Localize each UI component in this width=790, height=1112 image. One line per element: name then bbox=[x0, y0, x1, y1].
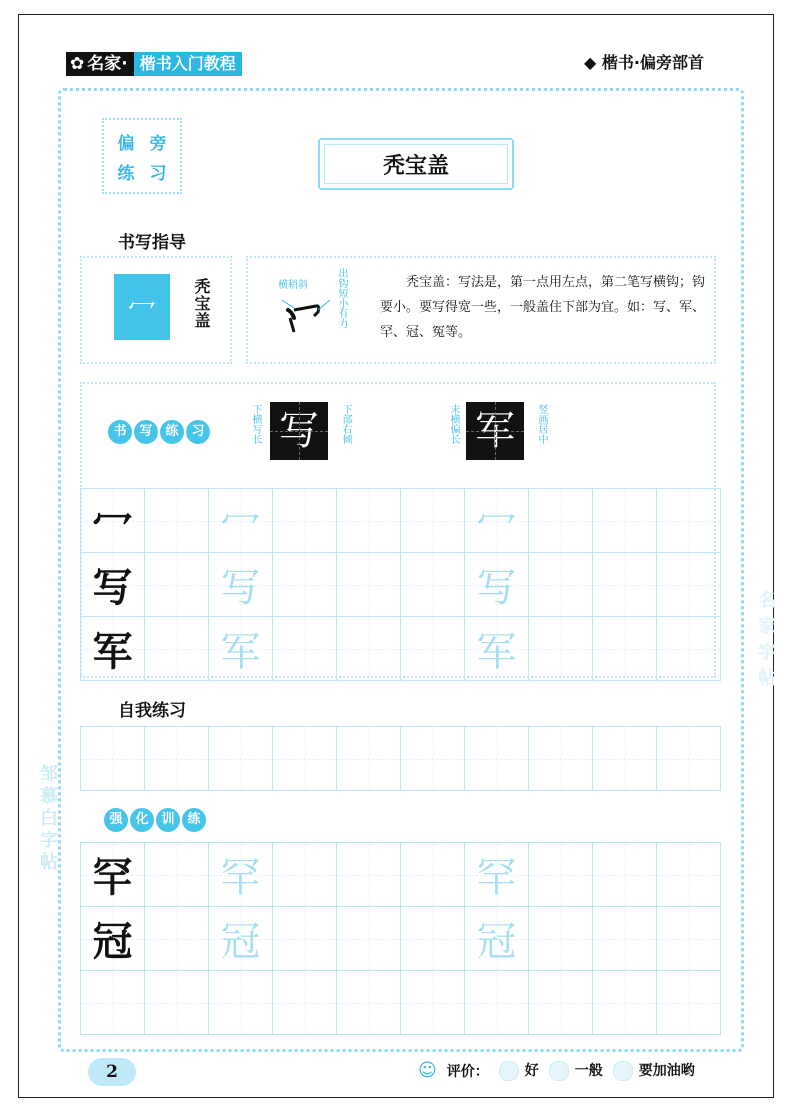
grid-cell[interactable]: 罕 bbox=[209, 843, 273, 907]
grid-cell[interactable] bbox=[657, 727, 721, 791]
grid-cell[interactable]: 罕 bbox=[81, 843, 145, 907]
grid-cell[interactable] bbox=[401, 843, 465, 907]
rating-option-average[interactable]: 一般 bbox=[549, 1060, 603, 1081]
stroke-note-right: 出钩短小有力 bbox=[336, 268, 347, 328]
self-practice-grid bbox=[80, 726, 721, 791]
grid-cell[interactable] bbox=[273, 727, 337, 791]
rating-label: 评价： bbox=[446, 1063, 489, 1080]
guide-label: 书写指导 bbox=[118, 233, 186, 253]
lesson-title: 秃宝盖 bbox=[318, 138, 514, 190]
grid-cell[interactable] bbox=[209, 727, 273, 791]
grid-cell[interactable] bbox=[529, 727, 593, 791]
tag-char: 习 bbox=[149, 163, 167, 184]
grid-cell[interactable] bbox=[529, 617, 593, 681]
model-char: 军 bbox=[466, 402, 524, 460]
model-note: 下部右倾 bbox=[340, 404, 351, 444]
header-brand bbox=[66, 52, 242, 76]
grid-cell[interactable] bbox=[337, 553, 401, 617]
grid-cell[interactable] bbox=[593, 727, 657, 791]
grid-cell[interactable] bbox=[337, 617, 401, 681]
series-title: 楷书入门教程 bbox=[134, 52, 242, 76]
radical-practice-tag bbox=[102, 118, 182, 194]
grid-cell[interactable]: 写 bbox=[465, 553, 529, 617]
model-note: 末横偏长 bbox=[448, 404, 459, 444]
grid-cell[interactable] bbox=[465, 727, 529, 791]
grid-cell[interactable] bbox=[657, 553, 721, 617]
grid-cell[interactable] bbox=[401, 907, 465, 971]
mascot-icon: ☺ bbox=[418, 1060, 437, 1081]
grid-cell[interactable] bbox=[657, 907, 721, 971]
rating-option-good[interactable]: 好 bbox=[499, 1060, 539, 1081]
grid-row bbox=[81, 843, 721, 907]
intensive-training-label: 强 化 训 练 bbox=[104, 808, 206, 832]
grid-cell[interactable] bbox=[529, 843, 593, 907]
grid-cell[interactable]: 罕 bbox=[465, 843, 529, 907]
grid-row bbox=[81, 617, 721, 681]
grid-cell[interactable] bbox=[273, 907, 337, 971]
grid-cell[interactable] bbox=[529, 553, 593, 617]
grid-cell[interactable] bbox=[145, 971, 209, 1035]
grid-cell[interactable] bbox=[657, 971, 721, 1035]
section-title: ◆ 楷书·偏旁部首 bbox=[584, 53, 704, 72]
stroke-diagram bbox=[280, 296, 332, 340]
grid-cell[interactable]: 冠 bbox=[209, 907, 273, 971]
grid-cell[interactable] bbox=[273, 971, 337, 1035]
flower-icon: ✿ bbox=[70, 54, 85, 74]
grid-cell[interactable] bbox=[145, 907, 209, 971]
radio-circle-icon[interactable] bbox=[499, 1061, 519, 1081]
grid-cell[interactable]: 冠 bbox=[465, 907, 529, 971]
guide-description: 秃宝盖：写法是，第一点用左点，第二笔写横钩；钩要小。要写得宽一些，一般盖住下部为宜。如：写、军、罕、冠、冤等。 bbox=[380, 275, 706, 340]
grid-cell[interactable] bbox=[593, 553, 657, 617]
grid-row bbox=[81, 971, 721, 1035]
grid-cell[interactable] bbox=[145, 727, 209, 791]
grid-cell[interactable] bbox=[401, 553, 465, 617]
grid-cell[interactable] bbox=[81, 971, 145, 1035]
intensive-grid bbox=[80, 842, 721, 1035]
self-practice-label: 自我练习 bbox=[118, 701, 186, 721]
grid-cell[interactable] bbox=[337, 907, 401, 971]
grid-cell[interactable] bbox=[209, 971, 273, 1035]
grid-cell[interactable] bbox=[593, 971, 657, 1035]
grid-cell[interactable] bbox=[273, 843, 337, 907]
grid-cell[interactable]: 写 bbox=[209, 553, 273, 617]
grid-cell[interactable] bbox=[145, 553, 209, 617]
grid-cell[interactable] bbox=[657, 843, 721, 907]
grid-row bbox=[81, 553, 721, 617]
grid-cell[interactable] bbox=[465, 971, 529, 1035]
brand-label: ✿ 名家· bbox=[66, 52, 134, 76]
grid-cell[interactable]: 军 bbox=[209, 617, 273, 681]
grid-cell[interactable]: 冖 bbox=[465, 489, 529, 553]
grid-cell[interactable] bbox=[273, 553, 337, 617]
grid-cell[interactable] bbox=[657, 617, 721, 681]
grid-cell[interactable] bbox=[337, 971, 401, 1035]
radical-icon: 冖 bbox=[114, 274, 170, 340]
side-watermark-left: 邹慕白字帖 bbox=[37, 764, 58, 874]
tag-char: 旁 bbox=[149, 133, 167, 154]
grid-cell[interactable] bbox=[401, 617, 465, 681]
stroke-note-left: 横稍斜 bbox=[278, 280, 308, 291]
practice-grid bbox=[80, 488, 721, 681]
grid-cell[interactable] bbox=[657, 489, 721, 553]
rating-bar bbox=[418, 1060, 695, 1081]
tag-char: 练 bbox=[117, 163, 135, 184]
model-note: 竖画居中 bbox=[536, 404, 547, 444]
tag-char: 偏 bbox=[117, 133, 135, 154]
grid-cell[interactable] bbox=[529, 489, 593, 553]
grid-cell[interactable] bbox=[81, 727, 145, 791]
grid-cell[interactable] bbox=[593, 907, 657, 971]
grid-cell[interactable] bbox=[593, 843, 657, 907]
radio-circle-icon[interactable] bbox=[549, 1061, 569, 1081]
grid-cell[interactable] bbox=[593, 617, 657, 681]
rating-option-try-harder[interactable]: 要加油哟 bbox=[613, 1060, 695, 1081]
grid-cell[interactable]: 冖 bbox=[209, 489, 273, 553]
grid-cell[interactable]: 冠 bbox=[81, 907, 145, 971]
grid-cell[interactable] bbox=[337, 843, 401, 907]
radio-circle-icon[interactable] bbox=[613, 1061, 633, 1081]
grid-cell[interactable] bbox=[145, 617, 209, 681]
grid-cell[interactable]: 军 bbox=[81, 617, 145, 681]
grid-cell[interactable] bbox=[401, 489, 465, 553]
grid-cell[interactable] bbox=[273, 617, 337, 681]
side-watermark-right: 名家字帖 bbox=[755, 590, 776, 694]
grid-cell[interactable] bbox=[529, 971, 593, 1035]
grid-row bbox=[81, 727, 721, 791]
grid-cell[interactable]: 冖 bbox=[81, 489, 145, 553]
grid-cell[interactable] bbox=[337, 489, 401, 553]
grid-cell[interactable] bbox=[145, 489, 209, 553]
writing-practice-label: 书 写 练 习 bbox=[108, 420, 210, 444]
grid-cell[interactable] bbox=[273, 489, 337, 553]
model-note: 下横写长 bbox=[250, 404, 261, 444]
grid-cell[interactable] bbox=[145, 843, 209, 907]
grid-cell[interactable] bbox=[593, 489, 657, 553]
grid-cell[interactable] bbox=[529, 907, 593, 971]
model-char: 写 bbox=[270, 402, 328, 460]
radical-name: 秃宝盖 bbox=[192, 278, 211, 329]
page-number: 2 bbox=[88, 1058, 136, 1086]
grid-cell[interactable]: 军 bbox=[465, 617, 529, 681]
grid-cell[interactable] bbox=[401, 971, 465, 1035]
grid-cell[interactable] bbox=[401, 727, 465, 791]
grid-row bbox=[81, 907, 721, 971]
grid-cell[interactable]: 写 bbox=[81, 553, 145, 617]
grid-cell[interactable] bbox=[337, 727, 401, 791]
grid-row bbox=[81, 489, 721, 553]
